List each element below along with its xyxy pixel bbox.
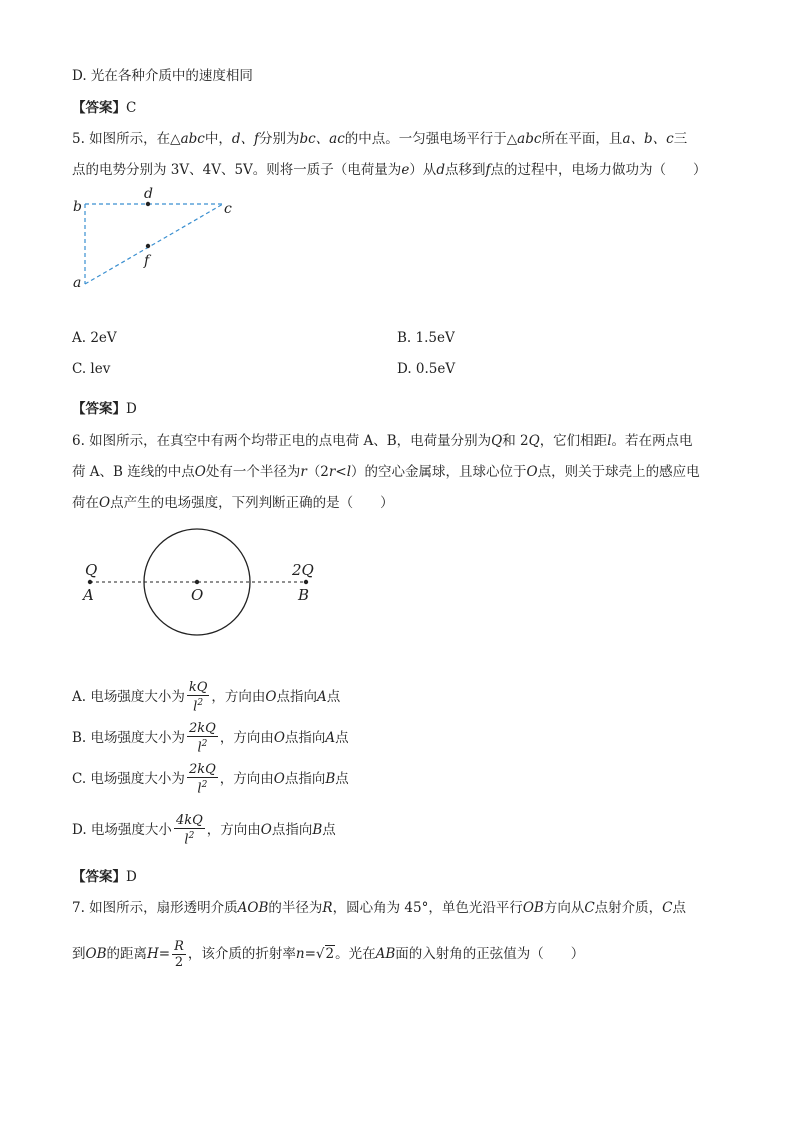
numerator: kQ xyxy=(188,680,208,696)
text: ，方向由 xyxy=(219,730,274,746)
numerator: R xyxy=(174,939,184,954)
q5-stem-line2 xyxy=(72,160,706,180)
text: 点 xyxy=(335,771,349,787)
var: l xyxy=(607,433,612,449)
var: B xyxy=(325,771,336,787)
var: AOB xyxy=(237,900,269,916)
text: ，圆心角为 45°，单色光沿平行 xyxy=(332,900,523,916)
point-d xyxy=(146,202,150,206)
text: 5. 如图所示，在△ xyxy=(72,131,181,147)
text: 点指向 xyxy=(284,730,326,746)
text: A. 电场强度大小为 xyxy=(72,689,185,705)
text: 点的电势分别为 3V、4V、5V。则将一质子（电荷量为 xyxy=(72,162,402,178)
q6-option-a xyxy=(72,680,340,715)
label-f: f xyxy=(144,253,150,269)
answer-value: C xyxy=(126,100,137,116)
text: 中， xyxy=(204,131,232,147)
q4-answer xyxy=(72,98,136,118)
var: A xyxy=(316,689,327,705)
var: Q xyxy=(528,433,540,449)
label-2q: 2Q xyxy=(292,561,314,579)
var: A xyxy=(325,730,336,746)
label-c: c xyxy=(224,201,232,217)
text: 的半径为 xyxy=(268,900,323,916)
q6-answer xyxy=(72,867,137,887)
var: OB xyxy=(85,946,107,962)
point-a xyxy=(88,580,92,584)
var: abc xyxy=(517,131,542,147)
text: 所在平面，且 xyxy=(541,131,623,147)
denominator xyxy=(195,778,209,796)
radicand: 2 xyxy=(325,946,335,962)
var: O xyxy=(260,822,272,838)
q5-option-a: A. 2eV xyxy=(72,330,117,346)
label-o: O xyxy=(191,586,204,604)
exponent: 2 xyxy=(188,831,195,842)
var: Q xyxy=(491,433,503,449)
q5-stem-line1 xyxy=(72,129,687,149)
q6-stem-line1 xyxy=(72,431,693,451)
fraction xyxy=(187,680,210,714)
den-base: l xyxy=(184,832,189,848)
denominator xyxy=(191,696,205,714)
text: 的中点。一匀强电场平行于△ xyxy=(344,131,518,147)
var: C xyxy=(662,900,673,916)
denominator xyxy=(182,829,196,847)
q5-option-b: B. 1.5eV xyxy=(397,330,455,346)
point-o xyxy=(195,580,199,584)
text: 和 2 xyxy=(502,433,529,449)
text: 点 xyxy=(326,689,341,705)
text: ）的空心金属球，且球心位于 xyxy=(351,464,527,480)
text: 点产生的电场强度，下列判断正确的是（ ） xyxy=(110,495,394,511)
var: f xyxy=(485,162,491,178)
fraction xyxy=(174,813,205,847)
var: r xyxy=(328,464,336,480)
var: R xyxy=(322,900,333,916)
text: C. 电场强度大小为 xyxy=(72,771,185,787)
text: 。光在 xyxy=(335,946,376,962)
answer-label: 【答案】 xyxy=(72,100,126,116)
label-q: Q xyxy=(85,561,98,579)
sqrt-expression: √2 xyxy=(315,946,335,962)
text: ，方向由 xyxy=(211,689,266,705)
q5-answer xyxy=(72,399,137,419)
answer-value: D xyxy=(126,401,137,417)
text: 荷 A、B 连线的中点 xyxy=(72,464,195,480)
q4-option-d: D. 光在各种介质中的速度相同 xyxy=(72,68,253,84)
answer-label: 【答案】 xyxy=(72,401,126,417)
var: OB xyxy=(522,900,544,916)
var: C xyxy=(584,900,595,916)
var: d、f xyxy=(231,131,259,147)
text: ，方向由 xyxy=(219,771,274,787)
den-base: l xyxy=(193,699,198,715)
text: 6. 如图所示，在真空中有两个均带正电的点电荷 A、B，电荷量分别为 xyxy=(72,433,492,449)
var: B xyxy=(312,822,323,838)
fraction xyxy=(187,762,218,796)
point-f xyxy=(146,244,150,248)
answer-label: 【答案】 xyxy=(72,869,126,885)
q5-triangle-figure xyxy=(60,180,260,300)
text: ，该介质的折射率 xyxy=(187,946,296,962)
den-base: l xyxy=(197,740,202,756)
text: 面的入射角的正弦值为（ ） xyxy=(395,946,585,962)
text: 三 xyxy=(673,131,688,147)
var: AB xyxy=(375,946,396,962)
fraction xyxy=(187,721,218,755)
var: O xyxy=(273,730,285,746)
q6-stem-line3 xyxy=(72,493,394,513)
var: O xyxy=(99,495,111,511)
text: < xyxy=(335,464,347,480)
text: 点 xyxy=(322,822,336,838)
q6-option-b xyxy=(72,721,349,756)
exponent: 2 xyxy=(201,780,208,791)
text: 的距离 xyxy=(106,946,147,962)
label-b: b xyxy=(73,199,82,215)
answer-value: D xyxy=(126,869,137,885)
point-b xyxy=(304,580,308,584)
var: bc、ac xyxy=(299,131,345,147)
text: 点指向 xyxy=(276,689,317,705)
text: = xyxy=(158,946,171,962)
text: 处有一个半径为 xyxy=(205,464,301,480)
label-a: A xyxy=(83,586,94,604)
var: n xyxy=(295,946,305,962)
var: e xyxy=(401,162,410,178)
q6-sphere-figure xyxy=(70,525,340,645)
exponent: 2 xyxy=(197,698,204,709)
q5-option-c: C. lev xyxy=(72,361,111,377)
text: ，它们相距 xyxy=(539,433,608,449)
text: （2 xyxy=(306,464,329,480)
text: 点，则关于球壳上的感应电 xyxy=(537,464,700,480)
var: l xyxy=(346,464,352,480)
text: 7. 如图所示，扇形透明介质 xyxy=(72,900,238,916)
label-a: a xyxy=(73,275,82,291)
numerator: 2kQ xyxy=(189,721,216,737)
fraction xyxy=(172,939,186,970)
var: a、b、c xyxy=(622,131,674,147)
var: O xyxy=(265,689,277,705)
text: = xyxy=(304,946,316,962)
q7-stem-line1 xyxy=(72,898,686,918)
text: ，方向由 xyxy=(206,822,261,838)
q6-option-d xyxy=(72,813,336,848)
text: ）从 xyxy=(409,162,437,178)
exponent: 2 xyxy=(201,739,208,750)
text: D. 电场强度大小 xyxy=(72,822,172,838)
var: O xyxy=(526,464,538,480)
q5-option-d: D. 0.5eV xyxy=(397,361,456,377)
denominator: 2 xyxy=(174,955,184,970)
q6-option-c xyxy=(72,762,349,797)
var: H xyxy=(147,946,159,962)
var: O xyxy=(194,464,206,480)
text: 荷在 xyxy=(72,495,99,511)
var: O xyxy=(273,771,285,787)
var: abc xyxy=(180,131,205,147)
text: 到 xyxy=(72,946,86,962)
label-b: B xyxy=(298,586,310,604)
text: B. 电场强度大小为 xyxy=(72,730,186,746)
text: 点的过程中，电场力做功为（ ） xyxy=(490,162,707,178)
text: 点射介质， xyxy=(594,900,663,916)
var: d xyxy=(436,162,445,178)
label-d: d xyxy=(144,186,153,202)
den-base: l xyxy=(197,781,202,797)
text: 分别为 xyxy=(258,131,300,147)
text: 点 xyxy=(672,900,687,916)
denominator xyxy=(195,737,209,755)
text: 点指向 xyxy=(284,771,326,787)
text: 点指向 xyxy=(271,822,313,838)
text: 点 xyxy=(335,730,349,746)
text: 方向从 xyxy=(543,900,585,916)
var: r xyxy=(300,464,307,480)
edge-ac xyxy=(85,204,223,284)
numerator: 4kQ xyxy=(175,813,203,829)
q6-stem-line2 xyxy=(72,462,700,482)
text: 点移到 xyxy=(444,162,486,178)
q7-stem-line2 xyxy=(72,936,584,972)
text: 。若在两点电 xyxy=(611,433,693,449)
numerator: 2kQ xyxy=(188,762,216,778)
